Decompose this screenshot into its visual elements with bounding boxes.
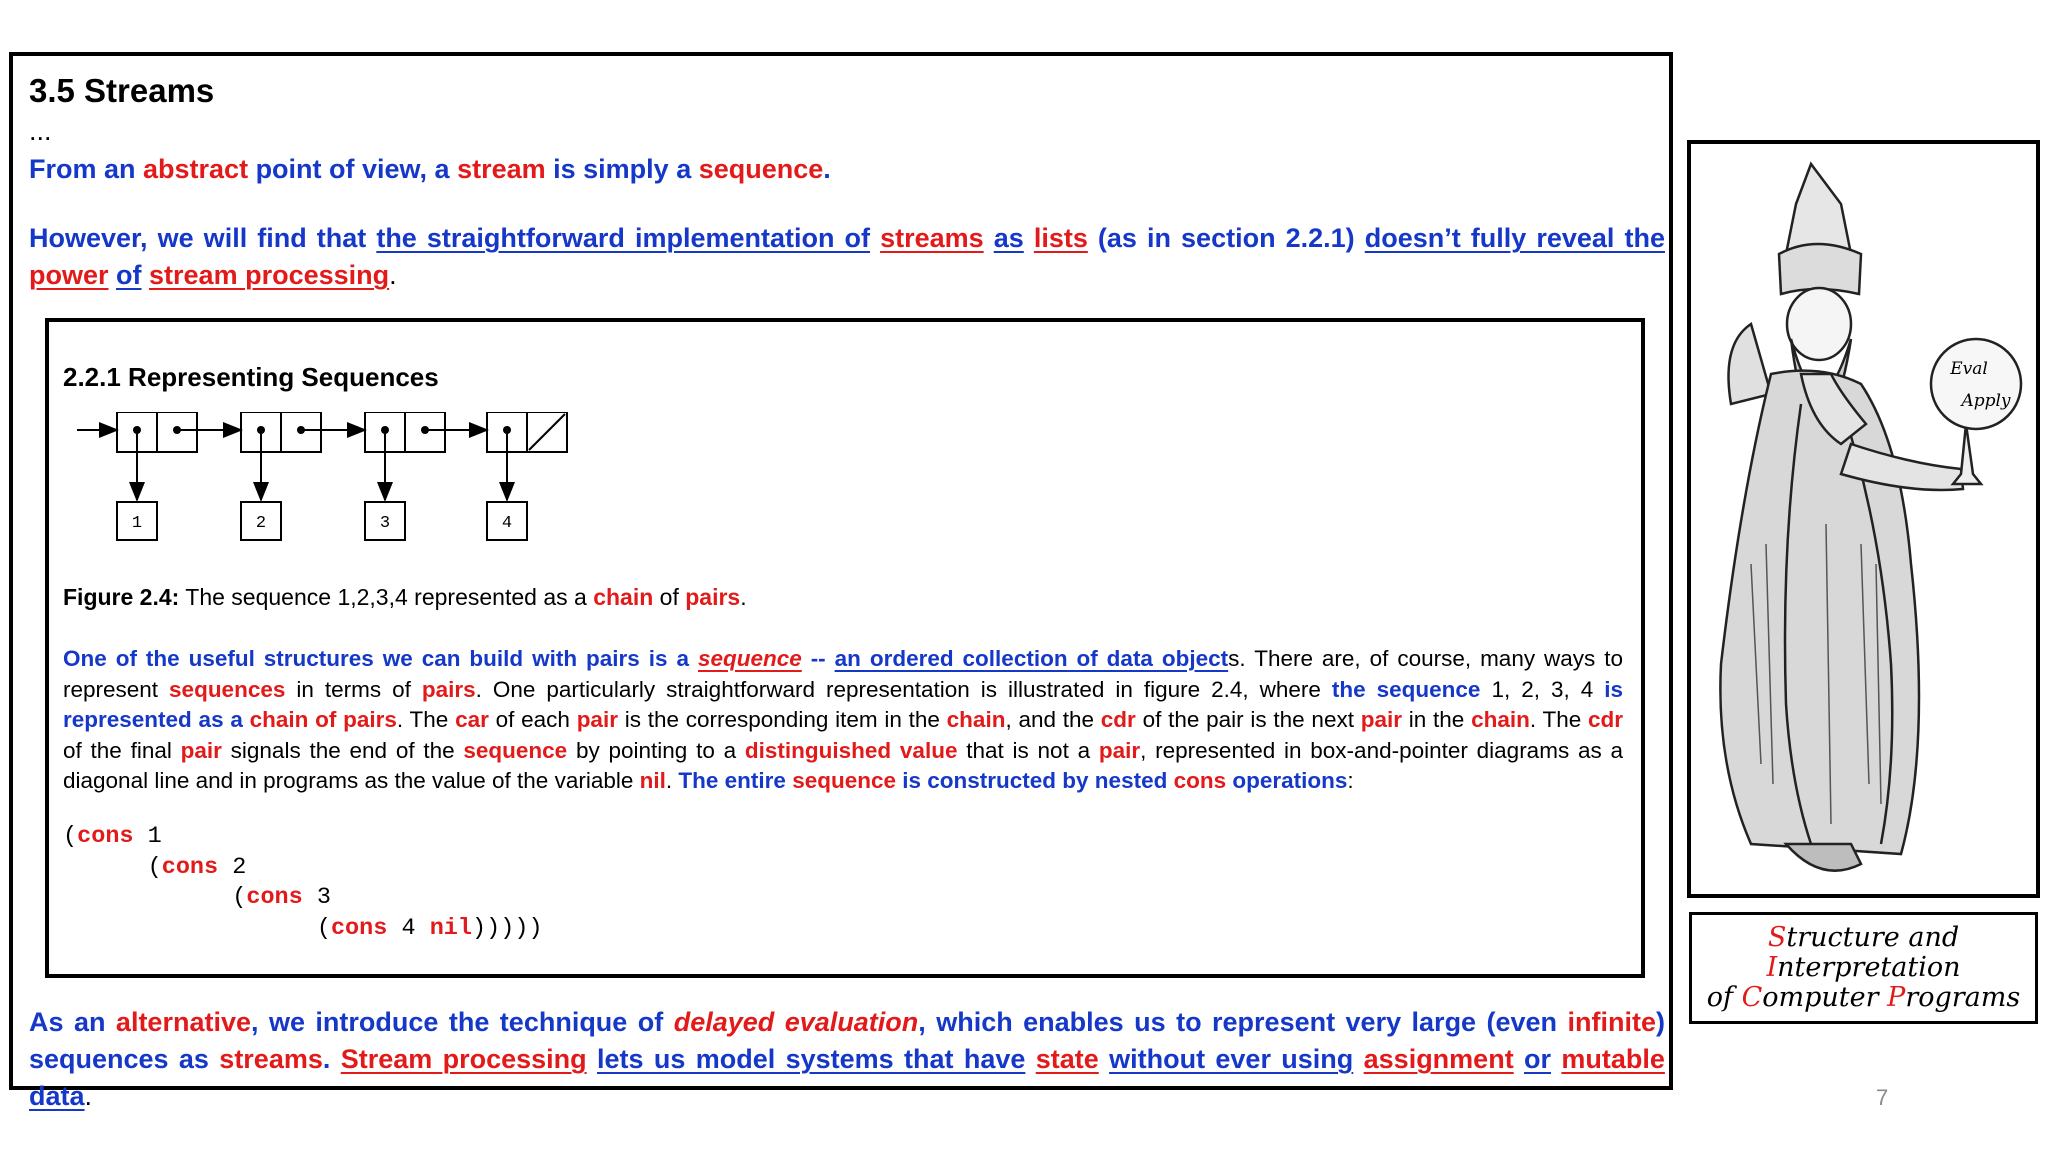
sicp-excerpt-box xyxy=(45,318,1645,978)
slide-title: 3.5 Streams xyxy=(29,72,215,109)
sicp-wizard-illustration xyxy=(1687,140,2040,898)
box-and-pointer-diagram xyxy=(77,412,597,562)
section-title: 2.2.1 Representing Sequences xyxy=(63,362,439,392)
figure-caption: Figure 2.4: The sequence 1,2,3,4 represented as a chain of pairs. xyxy=(63,584,747,610)
lists-paragraph: However, we will find that the straightforward implementation of streams as lists (as in section 2.2.1) doesn’t fully reveal the power of stream processing. xyxy=(29,223,1665,290)
pair-cell xyxy=(365,412,445,452)
book-title-caption xyxy=(1689,912,2038,1024)
caption-line-3: of Computer Programs xyxy=(1706,982,2021,1013)
caption-line-1: Structure and xyxy=(1767,922,1960,953)
intro-paragraph: From an abstract point of view, a stream is simply a sequence. xyxy=(29,154,831,184)
pair-cell xyxy=(241,412,321,452)
orb-text-eval: Eval xyxy=(1950,359,1988,379)
box-label-1: 1 xyxy=(131,514,143,533)
delayed-evaluation-paragraph: As an alternative, we introduce the technique of delayed evaluation, which enables us to represent very large (even infinite) sequences as streams. Stream processing lets us model systems that have state without ever using assignment or mutable data. xyxy=(29,1007,1665,1111)
pair-cell xyxy=(117,412,197,452)
caption-line-2: Interpretation xyxy=(1766,952,1961,983)
page-number: 7 xyxy=(1876,1085,1889,1110)
excerpt-body-text: One of the useful structures we can build with pairs is a sequence -- an ordered collection of data objects. There are, of course, many ways to represent sequences in terms of pairs. One particularly straightforward representation is illustrated in figure 2.4, where the sequence 1, 2, 3, 4 is represented as a chain of pairs. The car of each pair is the corresponding item in the chain, and the cdr of the pair is the next pair in the chain. The cdr of the final pair signals the end of the sequence by pointing to a distinguished value that is not a pair, represented in box-and-pointer diagrams as a diagonal line and in programs as the value of the variable nil. The entire sequence is constructed by nested cons operations: xyxy=(63,646,1623,793)
orb-text-apply: Apply xyxy=(1961,391,2011,411)
wizard-image xyxy=(1691,144,2036,894)
cons-code-block: (cons 1 (cons 2 (cons 3 (cons 4 nil))))) xyxy=(63,823,543,942)
main-slide-frame xyxy=(9,52,1673,1111)
box-label-2: 2 xyxy=(255,514,267,533)
ellipsis: ... xyxy=(29,116,52,146)
pair-cell-last xyxy=(487,412,567,452)
box-label-4: 4 xyxy=(501,514,513,533)
box-label-3: 3 xyxy=(379,514,391,533)
